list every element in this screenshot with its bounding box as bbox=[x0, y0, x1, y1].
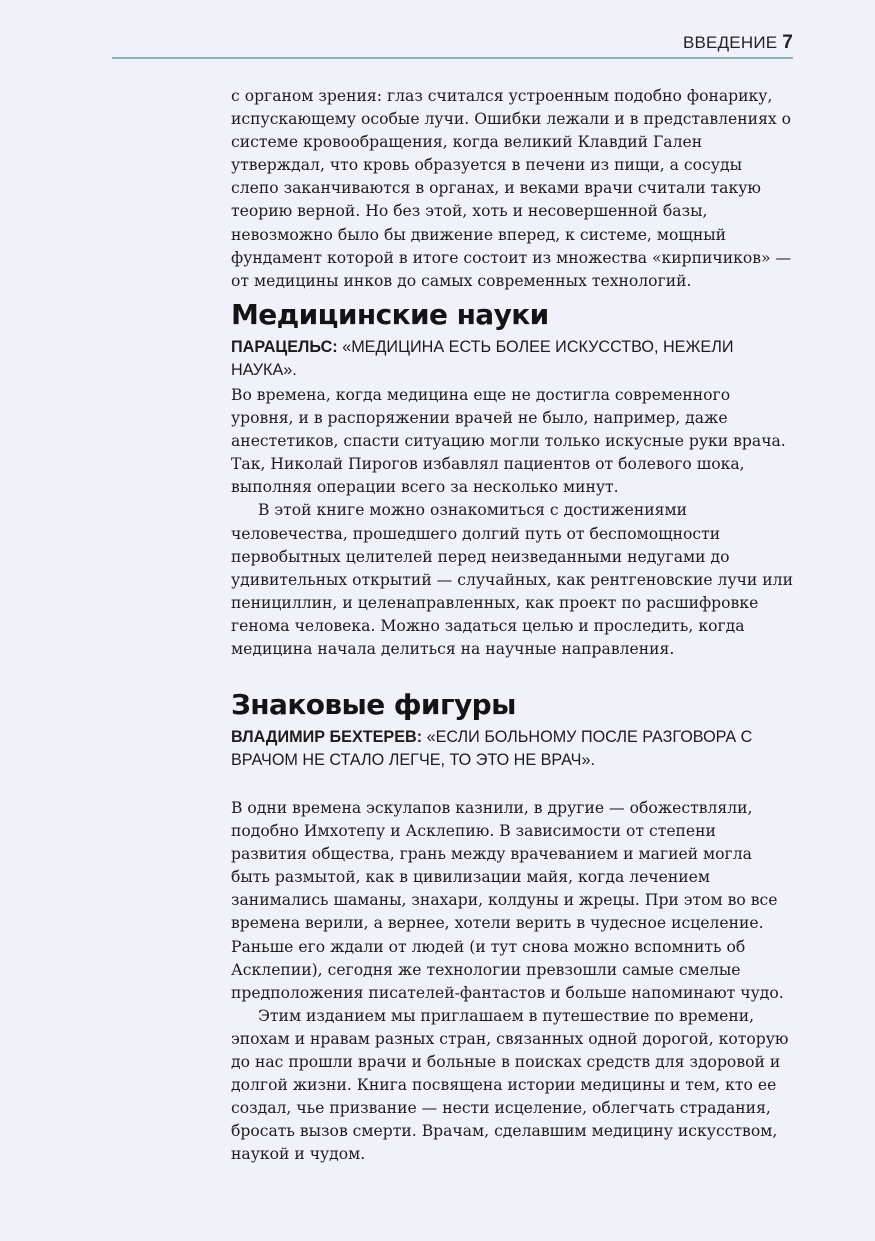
section-iconic-figures bbox=[231, 688, 793, 772]
epigraph bbox=[231, 726, 793, 772]
intro-block bbox=[231, 85, 793, 293]
chapter-title: ВВЕДЕНИЕ bbox=[682, 33, 778, 52]
body-paragraph: Во времена, когда медицина еще не достигла современного уровня, и в распоряжении врачей не было, например, даже анестетиков, спасти ситуацию могли только искусные руки врача. Так, Николай Пирогов избавлял пациентов от болевого шока, выполняя операции всего за несколько минут. bbox=[231, 386, 786, 497]
body-paragraph: В этой книге можно ознакомиться с достижениями человечества, прошедшего долгий путь от беспомощности первобытных целителей перед неизведанными недугами до удивительных открытий — случайных, как рентгеновские лучи или пенициллин, и целенаправленных, как проект по расшифровке генома человека. Можно задаться целью и проследить, когда медицина начала делиться на научные направления. bbox=[231, 501, 793, 659]
section-title: Медицинские науки bbox=[231, 298, 549, 331]
running-header bbox=[112, 30, 793, 59]
intro-paragraph: с органом зрения: глаз считался устроенным подобно фонарику, испускающему особые лучи. Ошибки лежали и в представлениях о системе кровообращения, когда великий Клавдий Гален утверждал, что кровь образуется в печени из пищи, а сосуды слепо заканчиваются в органах, и веками врачи считали такую теорию верной. Но без этой, хоть и несовершенной базы, невозможно было бы движение вперед, к системе, мощный фундамент которой в итоге состоит из множества «кирпичиков» — от медицины инков до самых современных технологий. bbox=[231, 87, 792, 290]
page-number: 7 bbox=[782, 32, 793, 53]
body-paragraph: Этим изданием мы приглашаем в путешествие по времени, эпохам и нравам разных стран, связанных одной дорогой, которую до нас прошли врачи и больные в поисках средств для здоровой и долгой жизни. Книга посвящена истории медицины и тем, кто ее создал, чье призвание — нести исцеление, облегчать страдания, бросать вызов смерти. Врачам, сделавшим медицину искусством, наукой и чудом. bbox=[231, 1006, 789, 1164]
epigraph-quote: «ЕСЛИ БОЛЬНОМУ ПОСЛЕ РАЗГОВОРА С ВРАЧОМ НЕ СТАЛО ЛЕГЧЕ, ТО ЭТО НЕ ВРАЧ». bbox=[231, 728, 753, 769]
epigraph-author: ПАРАЦЕЛЬС: bbox=[231, 338, 338, 356]
section-title: Знаковые фигуры bbox=[231, 688, 516, 721]
body-paragraph: В одни времена эскулапов казнили, в другие — обожествляли, подобно Имхотепу и Асклепию. В зависимости от степени развития общества, грань между врачеванием и магией могла быть размытой, как в цивилизации майя, когда лечением занимались шаманы, знахари, колдуны и жрецы. При этом во все времена верили, а вернее, хотели верить в чудесное исцеление. Раньше его ждали от людей (и тут снова можно вспомнить об Асклепии), сегодня же технологии превзошли самые смелые предположения писателей-фантастов и больше напоминают чудо. bbox=[231, 799, 784, 1002]
section-iconic-figures-body bbox=[231, 797, 793, 1167]
section-medical-sciences bbox=[231, 298, 793, 382]
epigraph-author: ВЛАДИМИР БЕХТЕРЕВ: bbox=[231, 728, 423, 746]
epigraph bbox=[231, 336, 793, 382]
running-header-text bbox=[683, 32, 793, 54]
epigraph-quote: «МЕДИЦИНА ЕСТЬ БОЛЕЕ ИСКУССТВО, НЕЖЕЛИ НАУКА». bbox=[231, 338, 734, 379]
section-medical-sciences-body bbox=[231, 384, 793, 661]
